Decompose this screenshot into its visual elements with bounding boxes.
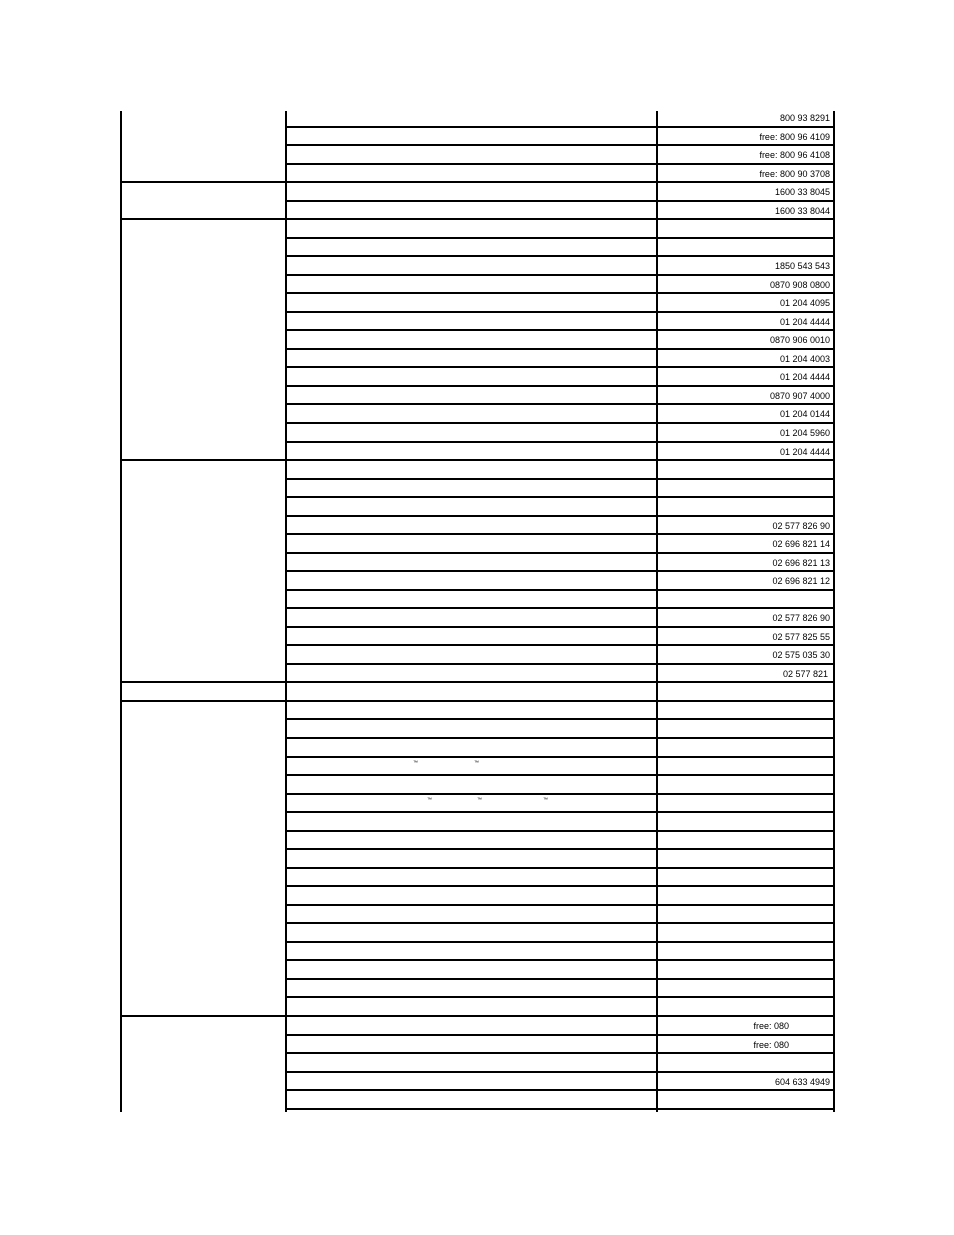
- phone-number: 01 204 4095: [779, 298, 830, 309]
- row-rule: [285, 459, 835, 461]
- trademark-mark: ™: [427, 796, 432, 803]
- phone-number: free: 800 90 3708: [759, 168, 830, 179]
- row-rule: [285, 756, 835, 758]
- row-rule: [285, 144, 835, 146]
- row-rule: [285, 885, 835, 887]
- group-rule: [120, 218, 285, 220]
- row-rule: [285, 515, 835, 517]
- row-rule: [285, 200, 835, 202]
- phone-number: 01 204 4444: [779, 446, 830, 457]
- row-rule: [285, 867, 835, 869]
- row-rule: [285, 737, 835, 739]
- row-rule: [285, 478, 835, 480]
- row-rule: [285, 811, 835, 813]
- row-rule: [285, 663, 835, 665]
- row-rule: [285, 848, 835, 850]
- row-rule: [285, 1015, 835, 1017]
- phone-number: 604 633 4949: [774, 1076, 830, 1087]
- phone-number: 1850 543 543: [774, 261, 830, 272]
- row-rule: [285, 626, 835, 628]
- row-rule: [285, 1034, 835, 1036]
- phone-number: 02 577 821: [782, 668, 828, 679]
- row-rule: [285, 589, 835, 591]
- row-rule: [285, 385, 835, 387]
- row-rule: [285, 163, 835, 165]
- group-rule: [120, 459, 285, 461]
- row-rule: [285, 552, 835, 554]
- row-rule: [285, 311, 835, 313]
- row-rule: [285, 996, 835, 998]
- phone-number: 01 204 4444: [779, 316, 830, 327]
- row-rule: [285, 348, 835, 350]
- trademark-mark: ™: [413, 759, 418, 766]
- row-rule: [285, 774, 835, 776]
- row-rule: [285, 1089, 835, 1091]
- phone-number: 02 696 821 14: [772, 539, 830, 550]
- row-rule: [285, 274, 835, 276]
- row-rule: [285, 255, 835, 257]
- phone-number: 0870 908 0800: [769, 279, 830, 290]
- phone-number: 01 204 5960: [779, 428, 830, 438]
- row-rule: [285, 793, 835, 795]
- row-rule: [285, 830, 835, 832]
- row-rule: [285, 607, 835, 609]
- row-rule: [285, 366, 835, 368]
- phone-number: 02 696 821 12: [772, 576, 830, 587]
- row-rule: [285, 237, 835, 239]
- column-rule-mid: [285, 111, 287, 1112]
- phone-number: free: 800 96 4108: [759, 150, 830, 161]
- row-rule: [285, 218, 835, 220]
- row-rule: [285, 292, 835, 294]
- row-rule: [285, 700, 835, 702]
- row-rule: [285, 681, 835, 683]
- row-rule: [285, 1071, 835, 1073]
- column-rule-right: [833, 111, 835, 1112]
- phone-number: free: 080: [753, 1020, 789, 1031]
- phone-number: 800 93 8291: [779, 113, 830, 123]
- column-rule-left: [120, 111, 122, 1112]
- row-rule: [285, 329, 835, 331]
- phone-number: 01 204 4444: [779, 372, 830, 383]
- phone-number: 1600 33 8045: [774, 187, 830, 198]
- group-rule: [120, 700, 285, 702]
- phone-number: 1600 33 8044: [774, 205, 830, 216]
- phone-number: 0870 906 0010: [769, 335, 830, 346]
- trademark-mark: ™: [474, 759, 479, 766]
- group-rule: [120, 181, 285, 183]
- phone-number: 02 577 825 55: [772, 631, 830, 642]
- phone-number: 02 577 826 90: [772, 520, 830, 531]
- column-rule-mid2: [656, 111, 658, 1112]
- row-rule: [285, 422, 835, 424]
- phone-number: 01 204 0144: [779, 409, 830, 420]
- trademark-mark: ™: [543, 796, 548, 803]
- phone-number: 0870 907 4000: [769, 390, 830, 401]
- phone-number: 02 696 821 13: [772, 557, 830, 568]
- trademark-mark: ™: [477, 796, 482, 803]
- phone-number: free: 800 96 4109: [759, 131, 830, 142]
- phone-number: 02 577 826 90: [772, 613, 830, 624]
- row-rule: [285, 718, 835, 720]
- group-rule: [120, 681, 285, 683]
- row-rule: [285, 978, 835, 980]
- row-rule: [285, 1052, 835, 1054]
- row-rule: [285, 644, 835, 646]
- row-rule: [285, 941, 835, 943]
- row-rule: [285, 403, 835, 405]
- row-rule: [285, 570, 835, 572]
- phone-number: 01 204 4003: [779, 353, 830, 364]
- row-rule: [285, 959, 835, 961]
- row-rule: [285, 1108, 835, 1110]
- row-rule: [285, 496, 835, 498]
- row-rule: [285, 441, 835, 443]
- row-rule: [285, 181, 835, 183]
- row-rule: [285, 922, 835, 924]
- group-rule: [120, 1015, 285, 1017]
- phone-number: 02 575 035 30: [772, 650, 830, 661]
- row-rule: [285, 126, 835, 128]
- row-rule: [285, 904, 835, 906]
- row-rule: [285, 533, 835, 535]
- phone-number: free: 080: [753, 1039, 789, 1050]
